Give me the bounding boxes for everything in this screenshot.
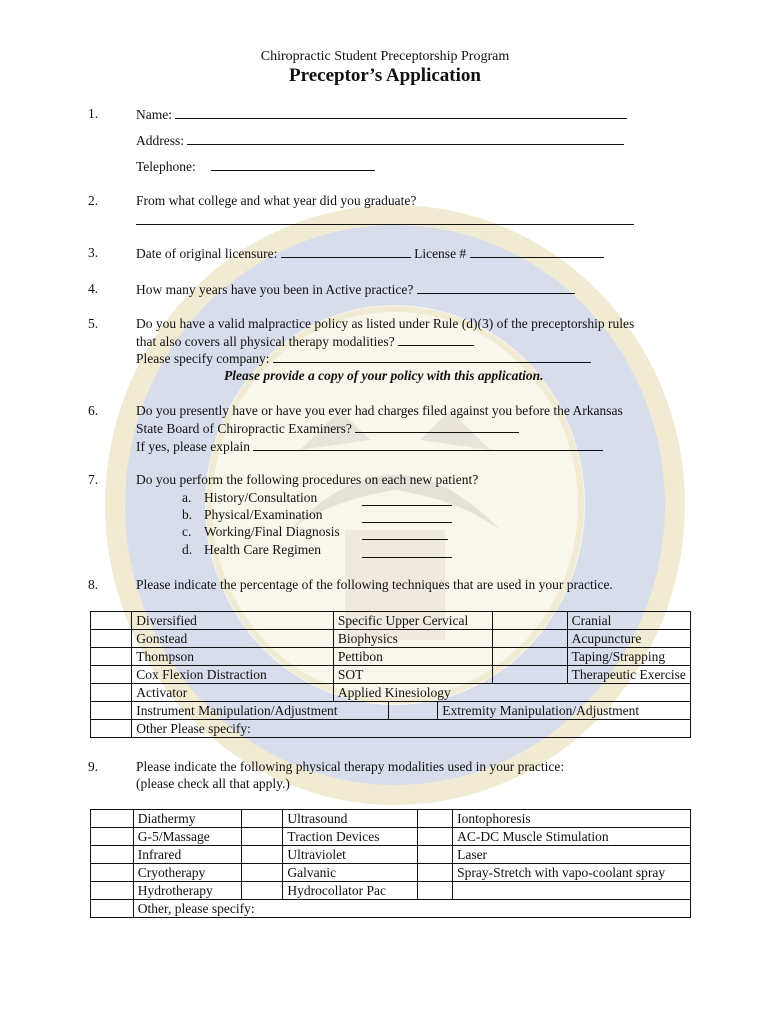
modality-checkbox[interactable] <box>418 882 453 900</box>
malpractice-field[interactable] <box>398 333 474 346</box>
modality-other[interactable]: Other, please specify: <box>133 900 690 918</box>
q1-telephone-row <box>136 158 375 175</box>
technique-cell: Specific Upper Cervical <box>333 612 492 630</box>
procedure-field[interactable] <box>362 527 448 540</box>
procedure-item <box>182 507 323 523</box>
q1-address-row <box>136 132 624 149</box>
table-row <box>91 648 691 666</box>
technique-checkbox[interactable] <box>388 702 438 720</box>
name-field[interactable] <box>175 106 627 119</box>
license-number-label: License # <box>414 246 467 261</box>
telephone-field[interactable] <box>211 158 375 171</box>
graduation-field[interactable] <box>136 212 634 225</box>
procedure-label: History/Consultation <box>204 490 318 505</box>
modality-checkbox[interactable] <box>241 882 283 900</box>
table-row <box>91 702 691 720</box>
q2-text: From what college and what year did you graduate? <box>136 193 417 208</box>
modality-checkbox[interactable] <box>91 864 134 882</box>
q5-line2-row <box>136 333 474 350</box>
modality-cell: Hydrocollator Pac <box>283 882 418 900</box>
modality-cell: G-5/Massage <box>133 828 241 846</box>
q4-text: How many years have you been in Active practice? <box>136 282 414 297</box>
q5-number: 5. <box>88 316 99 331</box>
modality-checkbox[interactable] <box>91 900 134 918</box>
q6-line3-row <box>136 438 603 455</box>
modality-cell: Diathermy <box>133 810 241 828</box>
modality-checkbox[interactable] <box>241 846 283 864</box>
q5-line3: Please specify company: <box>136 351 270 366</box>
q1-name-row <box>136 106 627 123</box>
table-row <box>91 684 691 702</box>
q8-number: 8. <box>88 577 99 592</box>
q6-line1: Do you presently have or have you ever had charges filed against you before the Arkansas <box>136 403 623 418</box>
q9-number: 9. <box>88 759 99 774</box>
procedure-item <box>182 490 318 506</box>
name-label: Name: <box>136 107 172 122</box>
technique-checkbox[interactable] <box>91 666 132 684</box>
table-row <box>91 882 691 900</box>
q9-line1: Please indicate the following physical therapy modalities used in your practice: <box>136 759 565 774</box>
procedure-label: Health Care Regimen <box>204 542 321 557</box>
technique-cell: Applied Kinesiology <box>333 684 690 702</box>
procedure-label: Physical/Examination <box>204 507 323 522</box>
technique-cell: SOT <box>333 666 492 684</box>
table-row <box>91 612 691 630</box>
technique-checkbox[interactable] <box>492 612 567 630</box>
technique-checkbox[interactable] <box>91 684 132 702</box>
table-row <box>91 828 691 846</box>
q1-number: 1. <box>88 106 99 121</box>
procedure-letter: c. <box>182 524 192 539</box>
technique-checkbox[interactable] <box>91 612 132 630</box>
q4-number: 4. <box>88 281 99 296</box>
technique-checkbox[interactable] <box>91 702 132 720</box>
modality-checkbox[interactable] <box>241 828 283 846</box>
q3-row <box>136 245 604 262</box>
q6-line2-row <box>136 420 519 437</box>
technique-cell: Extremity Manipulation/Adjustment <box>438 702 691 720</box>
technique-checkbox[interactable] <box>91 630 132 648</box>
q6-line2: State Board of Chiropractic Examiners? <box>136 421 352 436</box>
q9-line2: (please check all that apply.) <box>136 776 290 791</box>
technique-cell: Activator <box>132 684 334 702</box>
procedure-field[interactable] <box>362 545 452 558</box>
q6-number: 6. <box>88 403 99 418</box>
technique-cell: Diversified <box>132 612 334 630</box>
address-field[interactable] <box>187 132 624 145</box>
q5-line3-row <box>136 350 591 367</box>
q7-text: Do you perform the following procedures on each new patient? <box>136 472 479 487</box>
modality-cell: Cryotherapy <box>133 864 241 882</box>
program-title: Chiropractic Student Preceptorship Program <box>260 49 510 64</box>
technique-cell: Therapeutic Exercise <box>567 666 690 684</box>
technique-cell: Taping/Strapping <box>567 648 690 666</box>
technique-other[interactable]: Other Please specify: <box>132 720 691 738</box>
procedure-item <box>182 524 340 540</box>
q5-line1: Do you have a valid malpractice policy as listed under Rule (d)(3) of the preceptorship rules <box>136 316 635 331</box>
technique-cell: Thompson <box>132 648 334 666</box>
q2-number: 2. <box>88 193 99 208</box>
technique-checkbox[interactable] <box>492 630 567 648</box>
q4-row <box>136 281 575 298</box>
techniques-table <box>90 611 691 738</box>
table-row <box>91 630 691 648</box>
q3-number: 3. <box>88 245 99 260</box>
technique-cell: Gonstead <box>132 630 334 648</box>
table-row <box>91 810 691 828</box>
modality-cell: Galvanic <box>283 864 418 882</box>
procedure-letter: b. <box>182 507 193 522</box>
modalities-table <box>90 809 691 918</box>
procedure-label: Working/Final Diagnosis <box>204 524 340 539</box>
procedure-letter: a. <box>182 490 192 505</box>
address-label: Address: <box>136 133 184 148</box>
licensure-date-label: Date of original licensure: <box>136 246 278 261</box>
modality-cell: Hydrotherapy <box>133 882 241 900</box>
modality-cell: Laser <box>453 846 691 864</box>
modality-cell: Ultraviolet <box>283 846 418 864</box>
modality-cell: AC-DC Muscle Stimulation <box>453 828 691 846</box>
modality-checkbox[interactable] <box>241 864 283 882</box>
modality-cell: Infrared <box>133 846 241 864</box>
modality-checkbox[interactable] <box>91 828 134 846</box>
technique-cell: Cranial <box>567 612 690 630</box>
telephone-label: Telephone: <box>136 159 196 174</box>
q5-line2: that also covers all physical therapy modalities? <box>136 334 395 349</box>
company-field[interactable] <box>273 350 591 363</box>
table-row <box>91 864 691 882</box>
modality-checkbox[interactable] <box>241 810 283 828</box>
table-row <box>91 900 691 918</box>
procedure-item <box>182 542 321 558</box>
technique-checkbox[interactable] <box>91 648 132 666</box>
modality-cell: Ultrasound <box>283 810 418 828</box>
years-practice-field[interactable] <box>417 281 575 294</box>
modality-cell: Iontophoresis <box>453 810 691 828</box>
technique-cell: Cox Flexion Distraction <box>132 666 334 684</box>
explain-field[interactable] <box>253 438 603 451</box>
procedure-field[interactable] <box>362 510 452 523</box>
table-row <box>91 666 691 684</box>
table-row <box>91 720 691 738</box>
modality-cell: Spray-Stretch with vapo-coolant spray <box>453 864 691 882</box>
policy-note: Please provide a copy of your policy with this application. <box>224 368 544 383</box>
modality-checkbox[interactable] <box>91 882 134 900</box>
procedure-field[interactable] <box>362 493 452 506</box>
page-title: Preceptor’s Application <box>289 65 481 86</box>
license-number-field[interactable] <box>470 245 604 258</box>
modality-checkbox[interactable] <box>91 846 134 864</box>
modality-checkbox[interactable] <box>418 828 453 846</box>
licensure-date-field[interactable] <box>281 245 411 258</box>
modality-cell: Traction Devices <box>283 828 418 846</box>
q7-number: 7. <box>88 472 99 487</box>
modality-checkbox[interactable] <box>418 810 453 828</box>
procedure-letter: d. <box>182 542 193 557</box>
technique-checkbox[interactable] <box>492 648 567 666</box>
technique-cell: Instrument Manipulation/Adjustment <box>132 702 388 720</box>
technique-cell: Acupuncture <box>567 630 690 648</box>
modality-cell <box>453 882 691 900</box>
table-row <box>91 846 691 864</box>
technique-cell: Pettibon <box>333 648 492 666</box>
technique-cell: Biophysics <box>333 630 492 648</box>
modality-checkbox[interactable] <box>91 810 134 828</box>
charges-field[interactable] <box>355 420 519 433</box>
modality-checkbox[interactable] <box>418 846 453 864</box>
q6-line3: If yes, please explain <box>136 439 250 454</box>
modality-checkbox[interactable] <box>418 864 453 882</box>
technique-checkbox[interactable] <box>492 666 567 684</box>
q8-text: Please indicate the percentage of the following techniques that are used in your practice. <box>136 577 613 592</box>
technique-checkbox[interactable] <box>91 720 132 738</box>
